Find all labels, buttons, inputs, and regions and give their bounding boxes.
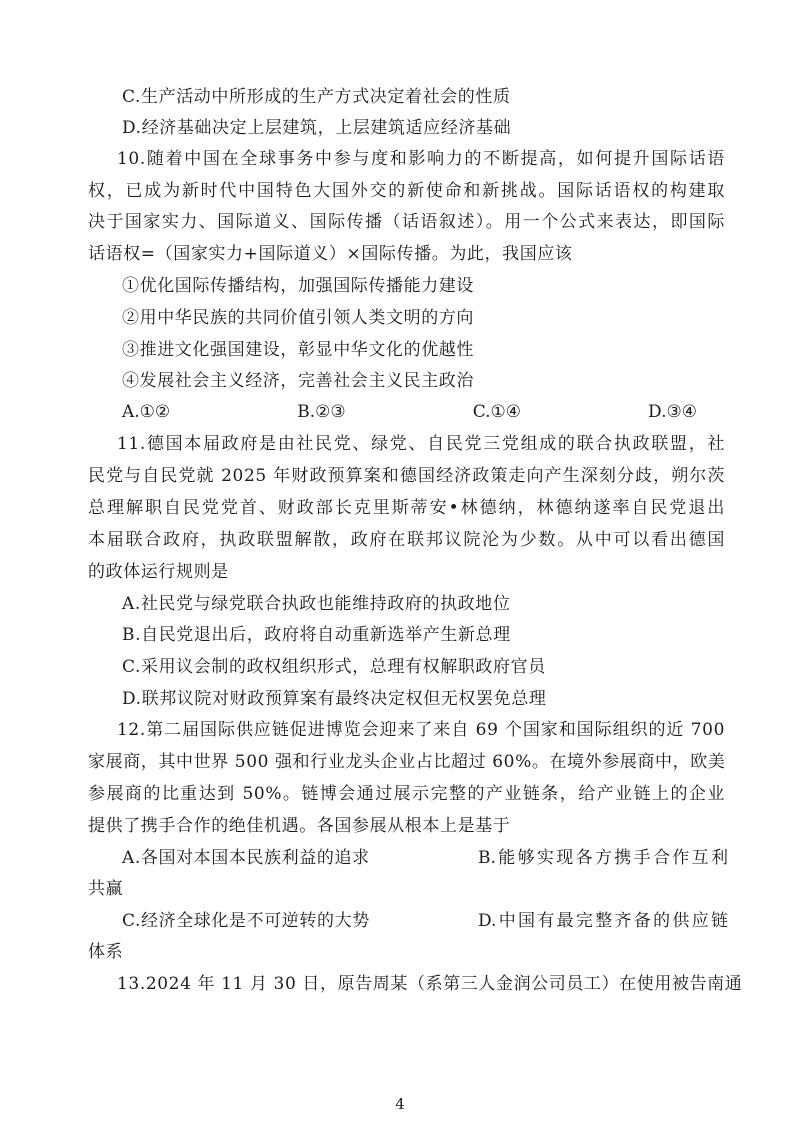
q10-item-1: ①优化国际传播结构，加强国际传播能力建设 [122,276,474,296]
q12-option-a: A.各国对本国本民族利益的追求 [122,848,370,868]
q12-stem-line: 家展商，其中世界 500 强和行业龙头企业占比超过 60%。在境外参展商中，欧美 [88,752,726,772]
q11-stem-line: 民党与自民党就 2025 年财政预算案和德国经济政策走向产生深刻分歧，朔尔茨 [88,466,725,486]
q11-option-d: D.联邦议院对财政预算案有最终决定权但无权罢免总理 [122,689,547,709]
q10-stem-line: 话语权=（国家实力+国际道义）×国际传播。为此，我国应该 [88,244,573,264]
q11-option-b: B.自民党退出后，政府将自动重新选举产生新总理 [122,625,511,645]
q10-stem-line: 权，已成为新时代中国特色大国外交的新使命和新挑战。国际话语权的构建取 [88,181,725,201]
q11-stem-line: 总理解职自民党党首、财政部长克里斯蒂安•林德纳，林德纳遂率自民党退出 [88,498,725,518]
q11-option-a: A.社民党与绿党联合执政也能维持政府的执政地位 [122,594,511,614]
q12-option-c: C.经济全球化是不可逆转的大势 [122,911,370,931]
q12-stem-line: 12.第二届国际供应链促进博览会迎来了来自 69 个国家和国际组织的近 700 [117,720,725,740]
q11-stem-line: 11.德国本届政府是由社民党、绿党、自民党三党组成的联合执政联盟，社 [117,434,725,454]
q10-option-d: D.③④ [648,402,697,422]
q11-option-c: C.采用议会制的政权组织形式，总理有权解职政府官员 [122,657,546,677]
q12-stem-line: 参展商的比重达到 50%。链博会通过展示完整的产业链条，给产业链上的企业 [88,784,725,804]
q10-option-c: C.①④ [472,402,521,422]
q10-options-row [122,401,697,423]
q10-option-a: A.①② [122,402,171,422]
q9-option-c: C.生产活动中所形成的生产方式决定着社会的性质 [122,87,511,107]
q11-stem-line: 的政体运行规则是 [88,562,229,582]
page-number: 4 [395,1095,405,1113]
q10-stem-line: 10.随着中国在全球事务中参与度和影响力的不断提高，如何提升国际话语 [117,149,725,169]
q12-option-b: B.能够实现各方携手合作互利 [478,848,728,868]
q9-option-d: D.经济基础决定上层建筑，上层建筑适应经济基础 [122,118,512,138]
q11-stem-line: 本届联合政府，执政联盟解散，政府在联邦议院沦为少数。从中可以看出德国 [88,530,725,550]
q12-option-d-wrap: 体系 [88,942,124,962]
q12-option-d: D.中国有最完整齐备的供应链 [478,911,728,931]
q10-item-3: ③推进文化强国建设，彰显中华文化的优越性 [122,340,474,360]
q10-stem-line: 决于国家实力、国际道义、国际传播（话语叙述）。用一个公式来表达，即国际 [88,212,725,232]
q10-item-2: ②用中华民族的共同价值引领人类文明的方向 [122,308,474,328]
q12-stem-line: 提供了携手合作的绝佳机遇。各国参展从根本上是基于 [88,816,511,836]
q12-option-b-wrap: 共赢 [88,879,124,899]
q10-item-4: ④发展社会主义经济，完善社会主义民主政治 [122,371,474,391]
q13-stem-line: 13.2024 年 11 月 30 日，原告周某（系第三人金润公司员工）在使用被告南通 [117,974,743,994]
q10-option-b: B.②③ [297,402,346,422]
